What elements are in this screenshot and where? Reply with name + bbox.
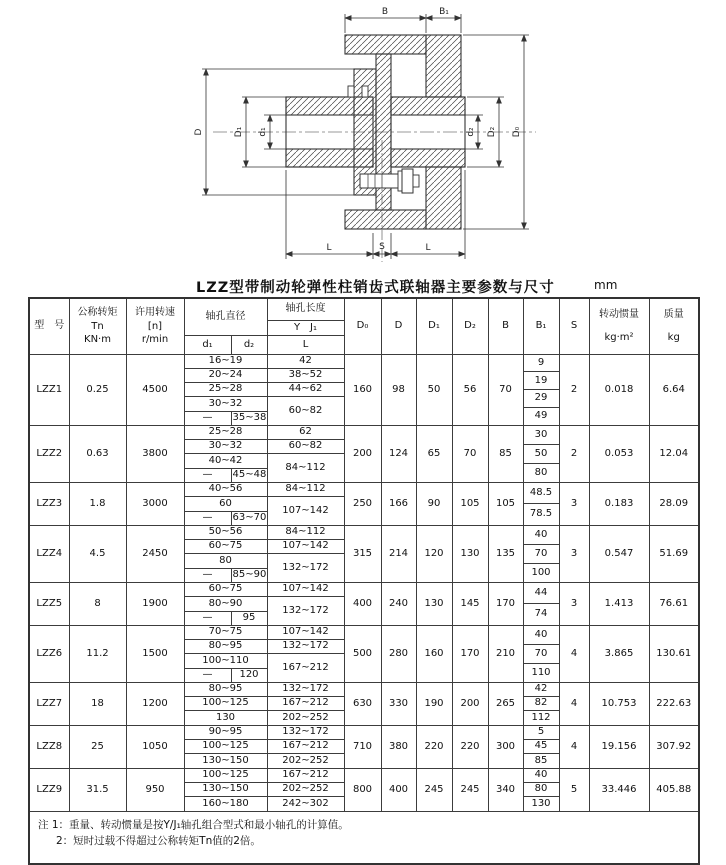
d-cell: 214 [381,525,416,582]
bore-range-cell: 60~75 [184,539,267,553]
bore-d2-cell: 35~38 [232,412,267,423]
length-cell: 132~172 [267,639,344,653]
b-cell: 210 [488,625,523,682]
bore-d1-cell: — [184,511,231,525]
speed-cell: 950 [126,768,184,811]
coupling-drawing [158,2,578,272]
s-cell: 2 [559,425,589,482]
d1-cell: 160 [416,625,452,682]
s-cell: 4 [559,682,589,725]
b1-sub-cell: 19 [524,371,559,389]
torque-cell: 11.2 [69,625,126,682]
d-cell: 124 [381,425,416,482]
speed-cell: 1200 [126,682,184,725]
b1-sub-cell: 130 [524,796,559,810]
header-torque-line1: 公称转矩 [77,307,118,318]
torque-cell: 1.8 [69,482,126,525]
bore-d1-cell: — [184,568,231,582]
bore-range-cell: 130~150 [184,754,267,768]
d1-cell: 120 [416,525,452,582]
length-cell: 84~112 [267,525,344,539]
mass-cell: 51.69 [649,525,699,582]
d1-cell: 220 [416,725,452,768]
length-cell: 167~212 [267,739,344,753]
mass-cell: 76.61 [649,582,699,625]
b1-sub-cell: 42 [534,683,548,695]
inertia-cell: 10.753 [589,682,649,725]
length-cell: 132~172 [267,553,344,582]
s-cell: 4 [559,725,589,768]
d1-cell: 130 [416,582,452,625]
header-torque-line2: Tn [91,320,104,332]
b1-sub-cell: 112 [524,710,559,724]
b1-sub-cell: 48.5 [529,486,553,498]
inertia-cell: 0.183 [589,482,649,525]
torque-cell: 0.25 [69,354,126,425]
model-cell: LZZ9 [29,768,69,811]
speed-cell: 1050 [126,725,184,768]
d1-cell: 190 [416,682,452,725]
d-cell: 98 [381,354,416,425]
d0-cell: 710 [344,725,381,768]
b1-sub-cell: 40 [534,528,548,540]
d1-cell: 245 [416,768,452,811]
header-speed-line3: r/min [141,334,169,345]
bore-range-cell: 60 [184,496,267,511]
bore-range-cell: 130 [184,711,267,725]
table-row [29,725,699,739]
b-cell: 300 [488,725,523,768]
bore-d2-cell: 85~90 [232,569,267,580]
b1-sub-cell: 80 [524,463,559,482]
table-row [29,354,699,368]
b1-cell [523,768,559,811]
s-cell: 4 [559,625,589,682]
bore-range-cell: 90~95 [184,725,267,739]
d2-cell: 145 [452,582,488,625]
header-inertia-line2: kg·m² [604,331,634,343]
bore-range-cell: 80~95 [184,682,267,696]
header-D: D [381,298,416,354]
model-cell: LZZ3 [29,482,69,525]
bore-range-cell: 100~110 [184,653,267,668]
d1-cell: 50 [416,354,452,425]
d0-cell: 315 [344,525,381,582]
b-cell: 265 [488,682,523,725]
length-cell: 167~212 [267,696,344,710]
header-speed-line2: [n] [147,320,163,332]
b1-stack [524,483,559,525]
b1-sub-cell: 44 [534,586,548,598]
d0-cell: 800 [344,768,381,811]
model-cell: LZZ6 [29,625,69,682]
b1-sub-cell: 5 [537,726,545,738]
bore-range-cell: 80 [184,553,267,568]
d-cell: 380 [381,725,416,768]
dim-label-D1: D₁ [234,126,244,138]
header-bore-diameter: 轴孔直径 [184,298,267,335]
table-row [29,625,699,639]
header-B1: B₁ [523,298,559,354]
s-cell: 2 [559,354,589,425]
length-cell: 242~302 [267,797,344,811]
bore-d1-cell: — [184,468,231,482]
length-cell: 202~252 [267,782,344,796]
b1-sub-cell: 100 [524,563,559,582]
mass-cell: 28.09 [649,482,699,525]
dim-label-B1: B₁ [439,7,449,17]
inertia-cell: 33.446 [589,768,649,811]
b1-sub-cell: 78.5 [524,503,559,525]
d2-cell: 245 [452,768,488,811]
mass-cell: 307.92 [649,725,699,768]
d0-cell: 250 [344,482,381,525]
d0-cell: 400 [344,582,381,625]
header-d1: d₁ [184,335,231,354]
bore-range-cell: 25~28 [184,425,267,439]
d-cell: 240 [381,582,416,625]
header-B: B [488,298,523,354]
speed-cell: 1900 [126,582,184,625]
bore-range-cell: 80~90 [184,596,267,611]
table-body [29,354,699,811]
d2-cell: 56 [452,354,488,425]
length-cell: 107~142 [267,496,344,525]
bore-d1-cell: — [184,411,231,425]
mass-cell: 6.64 [649,354,699,425]
length-cell: 60~82 [267,396,344,425]
b-cell: 340 [488,768,523,811]
b1-sub-cell: 29 [524,389,559,407]
inertia-cell: 1.413 [589,582,649,625]
header-inertia [589,298,649,354]
d-cell: 400 [381,768,416,811]
length-cell: 44~62 [267,382,344,396]
b1-cell [523,425,559,482]
model-cell: LZZ7 [29,682,69,725]
dim-label-L-right: L [425,243,431,253]
header-d2: d₂ [231,335,267,354]
note-1: 注 1：重量、转动惯量是按Y/J₁轴孔组合型式和最小轴孔的计算值。 [38,818,349,831]
unit-label: mm [594,278,618,292]
table-row [29,582,699,596]
length-cell: 107~142 [267,539,344,553]
bore-d2-cell: 120 [231,668,267,682]
model-cell: LZZ1 [29,354,69,425]
notes-row [29,811,699,864]
header-D0: D₀ [344,298,381,354]
mass-cell: 12.04 [649,425,699,482]
d-cell: 330 [381,682,416,725]
b1-cell [523,482,559,525]
s-cell: 3 [559,482,589,525]
length-cell: 107~142 [267,582,344,596]
header-mass-line2: kg [667,331,680,343]
b1-sub-cell: 110 [524,663,559,682]
b-cell: 135 [488,525,523,582]
b1-sub-cell: 40 [534,769,548,781]
bore-range-cell: 40~42 [184,453,267,468]
s-cell: 3 [559,582,589,625]
dim-label-D0: D₀ [512,126,522,138]
parameters-table [28,297,700,865]
b1-sub-cell: 70 [524,544,559,563]
inertia-cell: 3.865 [589,625,649,682]
length-cell: 202~252 [267,711,344,725]
b1-sub-cell: 85 [524,753,559,767]
dim-label-B: B [381,7,389,17]
bore-range-cell: 25~28 [184,382,267,396]
b-cell: 70 [488,354,523,425]
header-bore-length: 轴孔长度 [267,298,344,320]
length-cell: 132~172 [267,682,344,696]
header-S: S [559,298,589,354]
b1-stack [524,726,559,768]
length-cell: 107~142 [267,625,344,639]
bore-range-cell: 60~75 [184,582,267,596]
bore-range-cell: 16~19 [184,354,267,368]
torque-cell: 18 [69,682,126,725]
b1-sub-cell: 30 [534,428,548,440]
length-cell: 132~172 [267,725,344,739]
d0-cell: 500 [344,625,381,682]
table-row [29,768,699,782]
b-cell: 170 [488,582,523,625]
b1-sub-cell: 45 [524,739,559,753]
header-model: 型 号 [29,298,69,354]
d2-cell: 70 [452,425,488,482]
b1-cell [523,625,559,682]
table-row [29,425,699,439]
d0-cell: 200 [344,425,381,482]
bore-range-cell: 100~125 [184,768,267,782]
torque-cell: 31.5 [69,768,126,811]
speed-cell: 3000 [126,482,184,525]
d0-cell: 160 [344,354,381,425]
speed-cell: 1500 [126,625,184,682]
b1-stack [524,626,559,682]
mass-cell: 222.63 [649,682,699,725]
bore-d2-cell: 63~70 [232,512,267,523]
length-cell: 132~172 [267,596,344,625]
model-cell: LZZ4 [29,525,69,582]
title-row [0,276,726,294]
table-row [29,482,699,496]
length-cell: 202~252 [267,754,344,768]
bore-d2-cell: 95 [231,611,267,625]
b-cell: 105 [488,482,523,525]
bore-d2-cell: 45~48 [232,469,267,480]
header-mass-line1: 质量 [663,309,684,321]
b1-sub-cell: 49 [524,407,559,425]
length-cell: 84~112 [267,453,344,482]
b1-stack [524,769,559,811]
torque-cell: 0.63 [69,425,126,482]
header-speed-line1: 许用转速 [135,307,175,318]
header-L: L [267,335,344,354]
header-D2: D₂ [452,298,488,354]
d2-cell: 105 [452,482,488,525]
bore-range-cell: 100~125 [184,739,267,753]
d2-cell: 220 [452,725,488,768]
header-mass [649,298,699,354]
d-cell: 166 [381,482,416,525]
bore-d1-cell: — [184,668,231,682]
page-title: LZZ型带制动轮弹性柱销齿式联轴器主要参数与尺寸 [196,280,555,296]
length-cell: 167~212 [267,653,344,682]
d0-cell: 630 [344,682,381,725]
notes-cell [29,811,699,864]
speed-cell: 3800 [126,425,184,482]
b1-sub-cell: 40 [534,628,548,640]
bore-range-cell: 30~32 [184,439,267,453]
d1-cell: 65 [416,425,452,482]
b1-cell [523,354,559,425]
inertia-cell: 0.053 [589,425,649,482]
model-cell: LZZ2 [29,425,69,482]
b1-stack [524,426,559,482]
torque-cell: 4.5 [69,525,126,582]
d2-cell: 200 [452,682,488,725]
length-cell: 38~52 [267,368,344,382]
length-cell: 42 [267,354,344,368]
b1-cell [523,525,559,582]
bore-d1-cell: — [184,611,231,625]
table-row [29,525,699,539]
dim-label-d1: d₁ [258,127,268,137]
speed-cell: 2450 [126,525,184,582]
bore-range-cell: 130~150 [184,782,267,796]
inertia-cell: 0.547 [589,525,649,582]
inertia-cell: 19.156 [589,725,649,768]
header-yj1: Y J₁ [267,320,344,335]
d-cell: 280 [381,625,416,682]
d2-cell: 170 [452,625,488,682]
d1-cell: 90 [416,482,452,525]
length-cell: 84~112 [267,482,344,496]
bore-range-cell: 50~56 [184,525,267,539]
speed-cell: 4500 [126,354,184,425]
dim-label-D: D [194,128,204,136]
b1-sub-cell: 70 [524,644,559,663]
bore-range-cell: 40~56 [184,482,267,496]
b1-sub-cell: 50 [524,444,559,463]
d2-cell: 130 [452,525,488,582]
torque-cell: 25 [69,725,126,768]
b1-stack [524,526,559,582]
header-torque-line3: KN·m [84,334,111,345]
dim-label-S: S [379,242,385,252]
b1-sub-cell: 80 [524,782,559,796]
torque-cell: 8 [69,582,126,625]
b1-sub-cell: 74 [524,603,559,625]
b1-stack [524,583,559,625]
b1-cell [523,682,559,725]
b1-stack [524,355,559,425]
dim-label-D2: D₂ [487,126,497,138]
b1-sub-cell: 9 [537,356,545,368]
s-cell: 5 [559,768,589,811]
mass-cell: 130.61 [649,625,699,682]
header-inertia-line1: 转动惯量 [599,309,639,321]
dim-label-L-left: L [326,243,332,253]
b1-cell [523,582,559,625]
s-cell: 3 [559,525,589,582]
b1-sub-cell: 82 [524,696,559,710]
length-cell: 60~82 [267,439,344,453]
note-2: 2：短时过载不得超过公称转矩Tn值的2倍。 [56,834,261,847]
bore-range-cell: 160~180 [184,797,267,811]
header-speed [126,298,184,354]
b-cell: 85 [488,425,523,482]
model-cell: LZZ8 [29,725,69,768]
bore-range-cell: 70~75 [184,625,267,639]
bore-range-cell: 30~32 [184,396,267,411]
table-row [29,682,699,696]
length-cell: 167~212 [267,768,344,782]
bore-range-cell: 100~125 [184,696,267,710]
b1-stack [524,683,559,725]
model-cell: LZZ5 [29,582,69,625]
inertia-cell: 0.018 [589,354,649,425]
b1-cell [523,725,559,768]
header-D1: D₁ [416,298,452,354]
bore-range-cell: 80~95 [184,639,267,653]
length-cell: 62 [267,425,344,439]
bore-range-cell: 20~24 [184,368,267,382]
header-torque [69,298,126,354]
dim-label-d2: d₂ [466,127,476,137]
mass-cell: 405.88 [649,768,699,811]
